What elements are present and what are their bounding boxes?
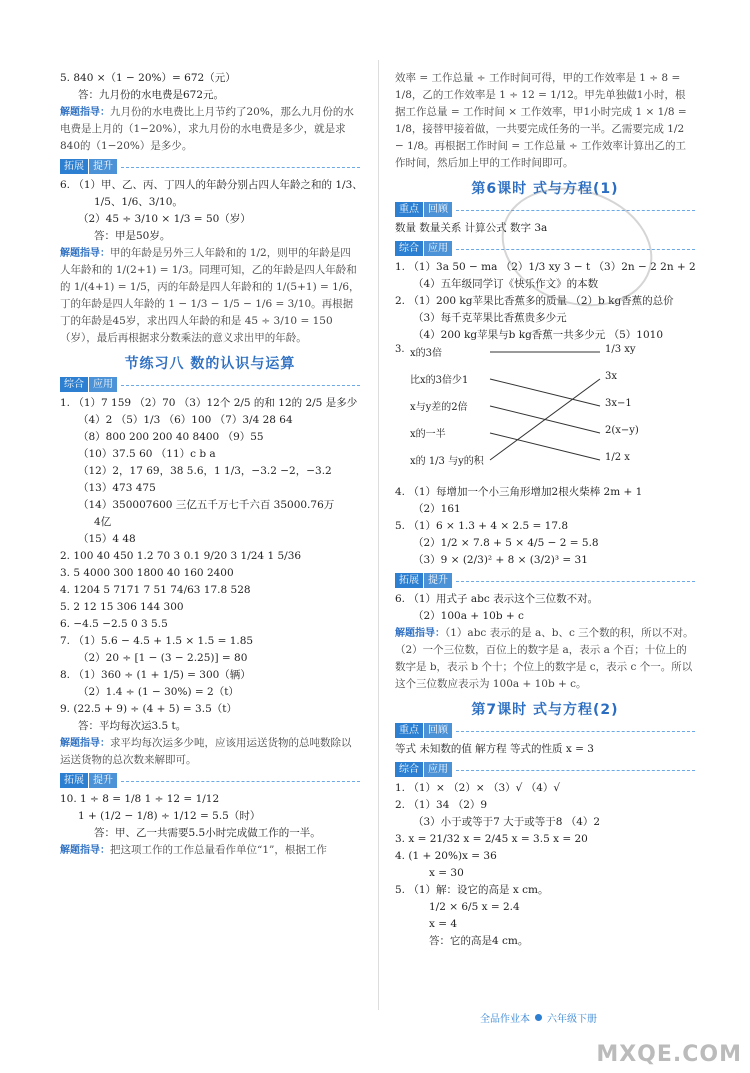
answer-line: 4. 1204 5 7171 7 51 74/63 17.8 528 <box>60 584 251 596</box>
section-heading: 节练习八 数的认识与运算 <box>124 356 296 372</box>
answer-line: 10. 1 ÷ 8 = 1/8 1 ÷ 12 = 1/12 <box>60 793 220 805</box>
watermark: MXQE.COM <box>596 1042 742 1067</box>
answer-line: 2. 100 40 450 1.2 70 3 0.1 9/20 3 1/24 1 5/36 <box>60 550 302 562</box>
section-tag <box>395 573 695 588</box>
tip-text: （1）abc 表示的是 a、b、c 三个数的积，所以不对。（2）一个三位数，百位上的数字是 a，表示 a 个百；十位上的数字是 b，表示 b 个十；个位上的数字是 c，表示 c 个一。所以这个三位数应表示为 100a + 10b + c。 <box>395 627 694 690</box>
answer-line: 9. (22.5 + 9) ÷ (4 + 5) = 3.5（t） <box>60 703 237 715</box>
answer-line: （4）200 kg苹果与b kg香蕉一共多少元 （5）1010 <box>413 329 664 341</box>
answer-line: （2）1.4 ÷ (1 − 30%) = 2（t） <box>78 686 239 698</box>
matching-exercise: 3. x的3倍 比x的3倍少1 x与y差的2倍 x的一半 x的 1/3 与y的积 1/3 xy 3x 3x−1 2(x−y) 1/2 x <box>395 344 695 484</box>
left-column <box>60 70 363 859</box>
answer-line: （2）100a + 10b + c <box>413 610 524 622</box>
match-right-item: 2(x−y) <box>605 425 639 436</box>
tag-label: 提升 <box>89 773 117 788</box>
section-heading: 第7课时 式与方程(2) <box>471 702 619 718</box>
solution-tip <box>395 70 695 172</box>
tip-label: 解题指导： <box>60 738 110 749</box>
tag-label: 综合 <box>395 241 423 256</box>
answer-line: 数量 数量关系 计算公式 数字 3a <box>395 222 548 234</box>
tag-label: 应用 <box>424 762 452 777</box>
section-tag <box>60 773 360 788</box>
answer-line: 2. （1）34 （2）9 <box>395 799 488 811</box>
tag-label: 回顾 <box>424 723 452 738</box>
tag-label: 提升 <box>89 159 117 174</box>
answer-line: （10）37.5 60 （11）c b a <box>78 448 216 460</box>
answer-line: 等式 未知数的值 解方程 等式的性质 x = 3 <box>395 743 594 755</box>
answer-line: 5. 840 ×（1 − 20%）= 672（元） <box>60 72 236 84</box>
tip-text: 把这项工作的工作总量看作单位“1”，根据工作 <box>110 844 327 856</box>
answer-line: （3）小于或等于7 大于或等于8 （4）2 <box>413 816 601 828</box>
match-left-item: x的一半 <box>410 429 446 440</box>
match-right-item: 1/2 x <box>605 452 630 463</box>
answer-line: 3. x = 21/32 x = 2/45 x = 3.5 x = 20 <box>395 833 588 845</box>
tag-label: 拓展 <box>395 573 423 588</box>
answer-line: 5. （1）6 × 1.3 + 4 × 2.5 = 17.8 <box>395 520 569 532</box>
answer-line: 答：它的高是4 cm。 <box>429 935 529 947</box>
answer-line: 5. 2 12 15 306 144 300 <box>60 601 184 613</box>
tag-label: 拓展 <box>60 773 88 788</box>
tag-label: 拓展 <box>60 159 88 174</box>
answer-line: （4）2 （5）1/3 （6）100 （7）3/4 28 64 <box>78 414 293 426</box>
footer-dot-icon <box>535 1014 542 1021</box>
tip-label: 解题指导： <box>60 845 110 856</box>
answer-line: 答：甲、乙一共需要5.5小时完成做工作的一半。 <box>94 827 321 839</box>
answer-line: x = 4 <box>429 918 458 930</box>
answer-line: 5. （1）解：设它的高是 x cm。 <box>395 884 549 896</box>
tip-label: 解题指导： <box>395 628 445 639</box>
tag-label: 重点 <box>395 202 423 217</box>
answer-line: 7. （1）5.6 − 4.5 + 1.5 × 1.5 = 1.85 <box>60 635 254 647</box>
section-tag <box>60 159 360 174</box>
answer-line: 1. （1）7 159 （2）70 （3）12个 2/5 的和 12的 2/5 是多少 <box>60 397 358 409</box>
tag-label: 应用 <box>89 377 117 392</box>
match-left-item: x与y差的2倍 <box>410 402 468 413</box>
answer-line: x = 30 <box>429 867 464 879</box>
tag-label: 应用 <box>424 241 452 256</box>
answer-line: 6. （1）甲、乙、丙、丁四人的年龄分别占四人年龄之和的 1/3、 <box>60 179 363 191</box>
match-right-item: 1/3 xy <box>605 344 636 355</box>
tag-label: 综合 <box>60 377 88 392</box>
tag-label: 重点 <box>395 723 423 738</box>
match-left-item: x的 1/3 与y的积 <box>410 456 484 467</box>
answer-line: 1. （1）× （2）× （3）√ （4）√ <box>395 782 561 794</box>
tip-text: 九月份的水电费比上月节约了20%，那么九月份的水电费是上月的（1−20%），求九月份的水电费是多少，就是求840的（1−20%）是多少。 <box>60 106 354 152</box>
tag-label: 回顾 <box>424 202 452 217</box>
section-tag <box>395 762 695 777</box>
solution-tip <box>395 625 695 693</box>
answer-line: 2. （1）200 kg苹果比香蕉多的质量 （2）b kg香蕉的总价 <box>395 295 674 307</box>
tip-label: 解题指导： <box>60 248 110 259</box>
answer-line: （15）4 48 <box>78 533 136 545</box>
footer-brand: 全品作业本 <box>480 1014 530 1025</box>
answer-line: （12）2，17 69，38 5.6，1 1/3，−3.2 −2，−3.2 <box>78 465 332 477</box>
answer-line: 1/5、1/6、3/10。 <box>94 196 183 208</box>
footer-grade: 六年级下册 <box>547 1014 597 1025</box>
answer-line: 6. （1）用式子 abc 表示这个三位数不对。 <box>395 593 599 605</box>
answer-line: 6. −4.5 −2.5 0 3 5.5 <box>60 618 168 630</box>
answer-line: 4亿 <box>94 516 112 528</box>
answer-line: （14）350007600 三亿五千万七千六百 35000.76万 <box>78 499 335 511</box>
tip-text: 甲的年龄是另外三人年龄和的 1/2，则甲的年龄是四人年龄和的 1/(2+1) = 1/3。同理可知，乙的年龄是四人年龄和的 1/(4+1) = 1/5，丙的年龄是四人年龄和的 1/(5+1) = 1/6，丁的年龄是四人年龄的 1 − 1/3 − 1/5 − 1/6 = 3/10。再根据丁的年龄是45岁，求出四人年龄的和是 45 ÷ 3/10 = 150（岁），最后再根据求分数乘法的意义求出甲的年龄。 <box>60 247 360 344</box>
answer-line: （2）45 ÷ 3/10 × 1/3 = 50（岁） <box>78 213 251 225</box>
answer-line: 4. (1 + 20%)x = 36 <box>395 850 497 862</box>
solution-tip <box>60 104 360 155</box>
tag-label: 综合 <box>395 762 423 777</box>
tip-text: 效率 = 工作总量 ÷ 工作时间可得，甲的工作效率是 1 ÷ 8 = 1/8，乙的工作效率是 1 ÷ 12 = 1/12。甲先单独做1小时，根据工作总量 = 工作时间 × 工作效率，甲1小时完成 1 × 1/8 = 1/8，接替甲接着做，一共要完成任务的一半。乙需要完成 1/2 − 1/8。再根据工作时间 = 工作总量 ÷ 工作效率计算出乙的工作时间，然后加上甲的工作时间即可。 <box>395 72 687 169</box>
answer-line: （2）1/2 × 7.8 + 5 × 4/5 − 2 = 5.8 <box>413 537 599 549</box>
tag-label: 提升 <box>424 573 452 588</box>
solution-tip <box>60 842 360 859</box>
section-tag <box>395 723 695 738</box>
match-line <box>490 379 600 406</box>
answer-line: （2）20 ÷ [1 − (3 − 2.25)] = 80 <box>78 652 248 664</box>
answer-line: （4）五年级同学订《快乐作文》的本数 <box>413 278 599 290</box>
page-footer <box>480 1010 597 1025</box>
answer-line: 4. （1）每增加一个小三角形增加2根火柴棒 2m + 1 <box>395 486 643 498</box>
match-right-item: 3x−1 <box>605 398 632 409</box>
answer-line: 8. （1）360 ÷ (1 + 1/5) = 300（辆） <box>60 669 251 681</box>
match-left-item: x的3倍 <box>410 348 443 359</box>
answer-line: 答：九月份的水电费是672元。 <box>78 89 225 101</box>
answer-line: （3）9 × (2/3)² + 8 × (3/2)³ = 31 <box>413 554 588 566</box>
answer-line: 1/2 × 6/5 x = 2.4 <box>429 901 520 913</box>
answer-line: 1 + (1/2 − 1/8) ÷ 1/12 = 5.5（时） <box>78 810 261 822</box>
column-separator <box>378 60 379 1010</box>
section-heading: 第6课时 式与方程(1) <box>471 181 619 197</box>
match-line <box>490 379 600 460</box>
answer-line: （2）161 <box>413 503 461 515</box>
answer-line: 答：平均每次运3.5 t。 <box>78 720 187 732</box>
answer-line: （3）每千克苹果比香蕉贵多少元 <box>413 312 567 324</box>
solution-tip <box>60 245 360 347</box>
answer-line: 答：甲是50岁。 <box>94 230 171 242</box>
match-right-item: 3x <box>605 371 618 382</box>
section-tag <box>60 377 360 392</box>
tip-label: 解题指导： <box>60 107 110 118</box>
match-left-item: 比x的3倍少1 <box>410 375 469 386</box>
answer-line: 3. 5 4000 300 1800 40 160 2400 <box>60 567 234 579</box>
solution-tip <box>60 735 360 769</box>
tip-text: 求平均每次运多少吨，应该用运送货物的总吨数除以运送货物的总次数来解即可。 <box>60 737 352 766</box>
answer-line: 1. （1）3a 50 − ma （2）1/3 xy 3 − t （3）2n − 2 2n + 2 <box>395 261 696 273</box>
answer-line: （13）473 475 <box>78 482 156 494</box>
answer-line: （8）800 200 200 40 8400 （9）55 <box>78 431 264 443</box>
match-line <box>490 433 600 460</box>
